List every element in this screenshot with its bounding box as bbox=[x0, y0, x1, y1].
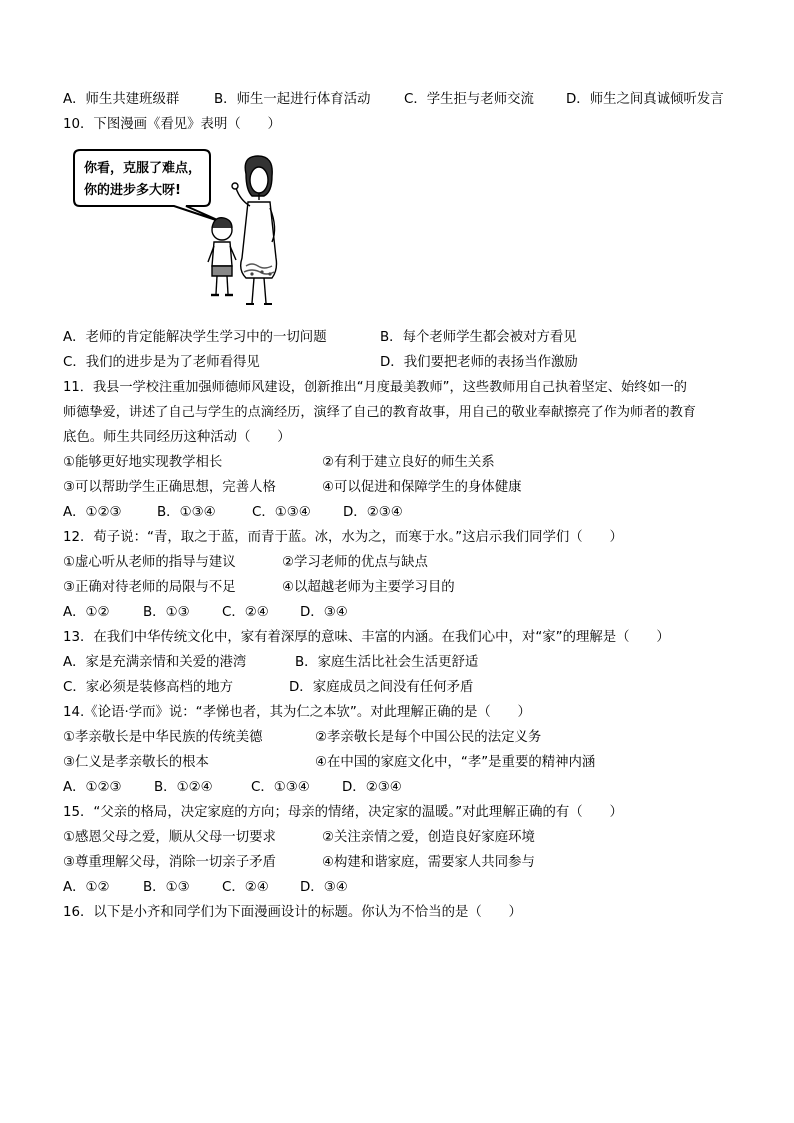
q15-item-2-wrap bbox=[322, 829, 535, 847]
q12-stem bbox=[63, 529, 623, 547]
q9-option-b-wrap bbox=[214, 91, 370, 109]
q12-option-a: A．①② bbox=[63, 605, 110, 620]
q14-item-3-row bbox=[63, 754, 209, 772]
q11-item-3-row bbox=[63, 479, 276, 497]
q14-option-b: B．①②④ bbox=[154, 780, 213, 795]
q13-option-d: D．家庭成员之间没有任何矛盾 bbox=[289, 680, 474, 695]
q14-stem-text: 14.《论语·学而》说：“孝悌也者，其为仁之本欤”。对此理解正确的是（ ） bbox=[63, 705, 531, 720]
q15-item-3: ③尊重理解父母，消除一切亲子矛盾 bbox=[63, 855, 276, 870]
q9-option-a: A．师生共建班级群 bbox=[63, 92, 180, 107]
q13-stem-text: 13．在我们中华传统文化中，家有着深厚的意味、丰富的内涵。在我们心中，对“家”的理解是（ ） bbox=[63, 630, 670, 645]
q12-item-2: ②学习老师的优点与缺点 bbox=[282, 555, 428, 570]
q11-option-d-wrap bbox=[343, 504, 403, 522]
q14-option-d: D．②③④ bbox=[342, 780, 402, 795]
q14-item-4-wrap bbox=[315, 754, 595, 772]
q16-stem bbox=[63, 904, 522, 922]
q10-stem bbox=[63, 116, 281, 134]
q11-stem-text-1: 11．我县一学校注重加强师德师风建设，创新推出“月度最美教师”，这些教师用自己执着坚定、始终如一的 bbox=[63, 380, 687, 395]
q10-option-a-row bbox=[63, 329, 327, 347]
q15-option-c-wrap bbox=[222, 879, 269, 897]
q10-stem-text: 10．下图漫画《看见》表明（ ） bbox=[63, 117, 281, 132]
q15-item-4-wrap bbox=[322, 854, 535, 872]
comic-kanjian-image bbox=[66, 148, 306, 313]
q14-option-c-wrap bbox=[251, 779, 310, 797]
q12-option-b: B．①③ bbox=[143, 605, 190, 620]
q15-item-2: ②关注亲情之爱，创造良好家庭环境 bbox=[322, 830, 535, 845]
q15-stem-text: 15．“父亲的格局，决定家庭的方向；母亲的情绪，决定家的温暖。”对此理解正确的有（ ） bbox=[63, 805, 623, 820]
q12-option-b-wrap bbox=[143, 604, 190, 622]
q11-option-b: B．①③④ bbox=[157, 505, 216, 520]
q12-option-d-wrap bbox=[300, 604, 348, 622]
q11-option-d: D．②③④ bbox=[343, 505, 403, 520]
q15-option-a: A．①② bbox=[63, 880, 110, 895]
q11-item-4-wrap bbox=[322, 479, 521, 497]
q13-option-b-wrap bbox=[295, 654, 478, 672]
q15-option-b: B．①③ bbox=[143, 880, 190, 895]
q12-item-3-row bbox=[63, 579, 236, 597]
q13-option-d-wrap bbox=[289, 679, 473, 697]
q11-item-3: ③可以帮助学生正确思想，完善人格 bbox=[63, 480, 276, 495]
q15-item-3-row bbox=[63, 854, 276, 872]
q11-option-c-wrap bbox=[252, 504, 311, 522]
q13-option-c: C．家必须是装修高档的地方 bbox=[63, 680, 234, 695]
q11-item-2-wrap bbox=[322, 454, 495, 472]
q15-option-c: C．②④ bbox=[222, 880, 269, 895]
q12-item-4: ④以超越老师为主要学习目的 bbox=[282, 580, 455, 595]
child-figure bbox=[208, 218, 236, 295]
q12-item-3: ③正确对待老师的局限与不足 bbox=[63, 580, 236, 595]
q11-options-row bbox=[63, 504, 122, 522]
q11-stem-line-1 bbox=[63, 379, 687, 397]
q13-option-c-row bbox=[63, 679, 233, 697]
q14-options-row bbox=[63, 779, 122, 797]
q9-options-row bbox=[63, 91, 179, 109]
q11-option-b-wrap bbox=[157, 504, 216, 522]
q10-option-a: A．老师的肯定能解决学生学习中的一切问题 bbox=[63, 330, 327, 345]
q14-item-1-row bbox=[63, 729, 262, 747]
q14-option-c: C．①③④ bbox=[251, 780, 310, 795]
q11-option-c: C．①③④ bbox=[252, 505, 311, 520]
q15-item-1-row bbox=[63, 829, 276, 847]
q11-item-2: ②有利于建立良好的师生关系 bbox=[322, 455, 495, 470]
q11-stem-text-2: 师德挚爱，讲述了自己与学生的点滴经历，演绎了自己的教育故事，用自己的敬业奉献擦亮了作为师者的教育 bbox=[63, 405, 696, 420]
q10-option-d-wrap bbox=[380, 354, 578, 372]
bubble-line-1: 你看，克服了难点， bbox=[84, 161, 202, 176]
q14-option-d-wrap bbox=[342, 779, 402, 797]
q15-item-1: ①感恩父母之爱，顺从父母一切要求 bbox=[63, 830, 276, 845]
q14-option-a: A．①②③ bbox=[63, 780, 122, 795]
q14-item-2-wrap bbox=[315, 729, 541, 747]
q13-option-a-row bbox=[63, 654, 246, 672]
q12-item-4-wrap bbox=[282, 579, 455, 597]
q12-option-c-wrap bbox=[222, 604, 269, 622]
q14-item-3: ③仁义是孝亲敬长的根本 bbox=[63, 755, 209, 770]
q16-stem-text: 16．以下是小齐和同学们为下面漫画设计的标题。你认为不恰当的是（ ） bbox=[63, 905, 522, 920]
q15-options-row bbox=[63, 879, 110, 897]
q11-item-1-row bbox=[63, 454, 222, 472]
q15-item-4: ④构建和谐家庭，需要家人共同参与 bbox=[322, 855, 535, 870]
q10-option-c: C．我们的进步是为了老师看得见 bbox=[63, 355, 260, 370]
q12-item-1: ①虚心听从老师的指导与建议 bbox=[63, 555, 236, 570]
q10-option-b-wrap bbox=[380, 329, 577, 347]
q14-option-b-wrap bbox=[154, 779, 213, 797]
q10-option-c-row bbox=[63, 354, 260, 372]
q9-option-b: B．师生一起进行体育活动 bbox=[214, 92, 371, 107]
q14-stem bbox=[63, 704, 531, 722]
q15-option-b-wrap bbox=[143, 879, 190, 897]
q12-item-2-wrap bbox=[282, 554, 428, 572]
q11-option-a: A．①②③ bbox=[63, 505, 122, 520]
q9-option-d: D．师生之间真诚倾听发言 bbox=[566, 92, 724, 107]
q15-option-d: D．③④ bbox=[300, 880, 348, 895]
q10-option-b: B．每个老师学生都会被对方看见 bbox=[380, 330, 577, 345]
q12-stem-text: 12．荀子说：“青，取之于蓝，而青于蓝。冰，水为之，而寒于水。”这启示我们同学们（ ） bbox=[63, 530, 623, 545]
q13-stem bbox=[63, 629, 670, 647]
q11-stem-text-3: 底色。师生共同经历这种活动（ ） bbox=[63, 430, 291, 445]
q12-option-d: D．③④ bbox=[300, 605, 348, 620]
bubble-line-2: 你的进步多大呀! bbox=[84, 183, 181, 198]
q12-item-1-row bbox=[63, 554, 236, 572]
q11-item-4: ④可以促进和保障学生的身体健康 bbox=[322, 480, 522, 495]
q13-option-a: A．家是充满亲情和关爱的港湾 bbox=[63, 655, 247, 670]
q11-item-1: ①能够更好地实现教学相长 bbox=[63, 455, 223, 470]
q14-item-1: ①孝亲敬长是中华民族的传统美德 bbox=[63, 730, 263, 745]
teacher-figure bbox=[232, 156, 277, 304]
q14-item-2: ②孝亲敬长是每个中国公民的法定义务 bbox=[315, 730, 542, 745]
q13-option-b: B．家庭生活比社会生活更舒适 bbox=[295, 655, 479, 670]
q10-option-d: D．我们要把老师的表扬当作激励 bbox=[380, 355, 578, 370]
q15-stem bbox=[63, 804, 623, 822]
q9-option-c-wrap bbox=[404, 91, 534, 109]
q12-option-c: C．②④ bbox=[222, 605, 269, 620]
q14-item-4: ④在中国的家庭文化中，“孝”是重要的精神内涵 bbox=[315, 755, 596, 770]
q15-option-d-wrap bbox=[300, 879, 348, 897]
q11-stem-line-2 bbox=[63, 404, 696, 422]
q12-options-row bbox=[63, 604, 110, 622]
q11-stem-line-3 bbox=[63, 429, 291, 447]
q9-option-d-wrap bbox=[566, 91, 724, 109]
q9-option-c: C．学生拒与老师交流 bbox=[404, 92, 534, 107]
